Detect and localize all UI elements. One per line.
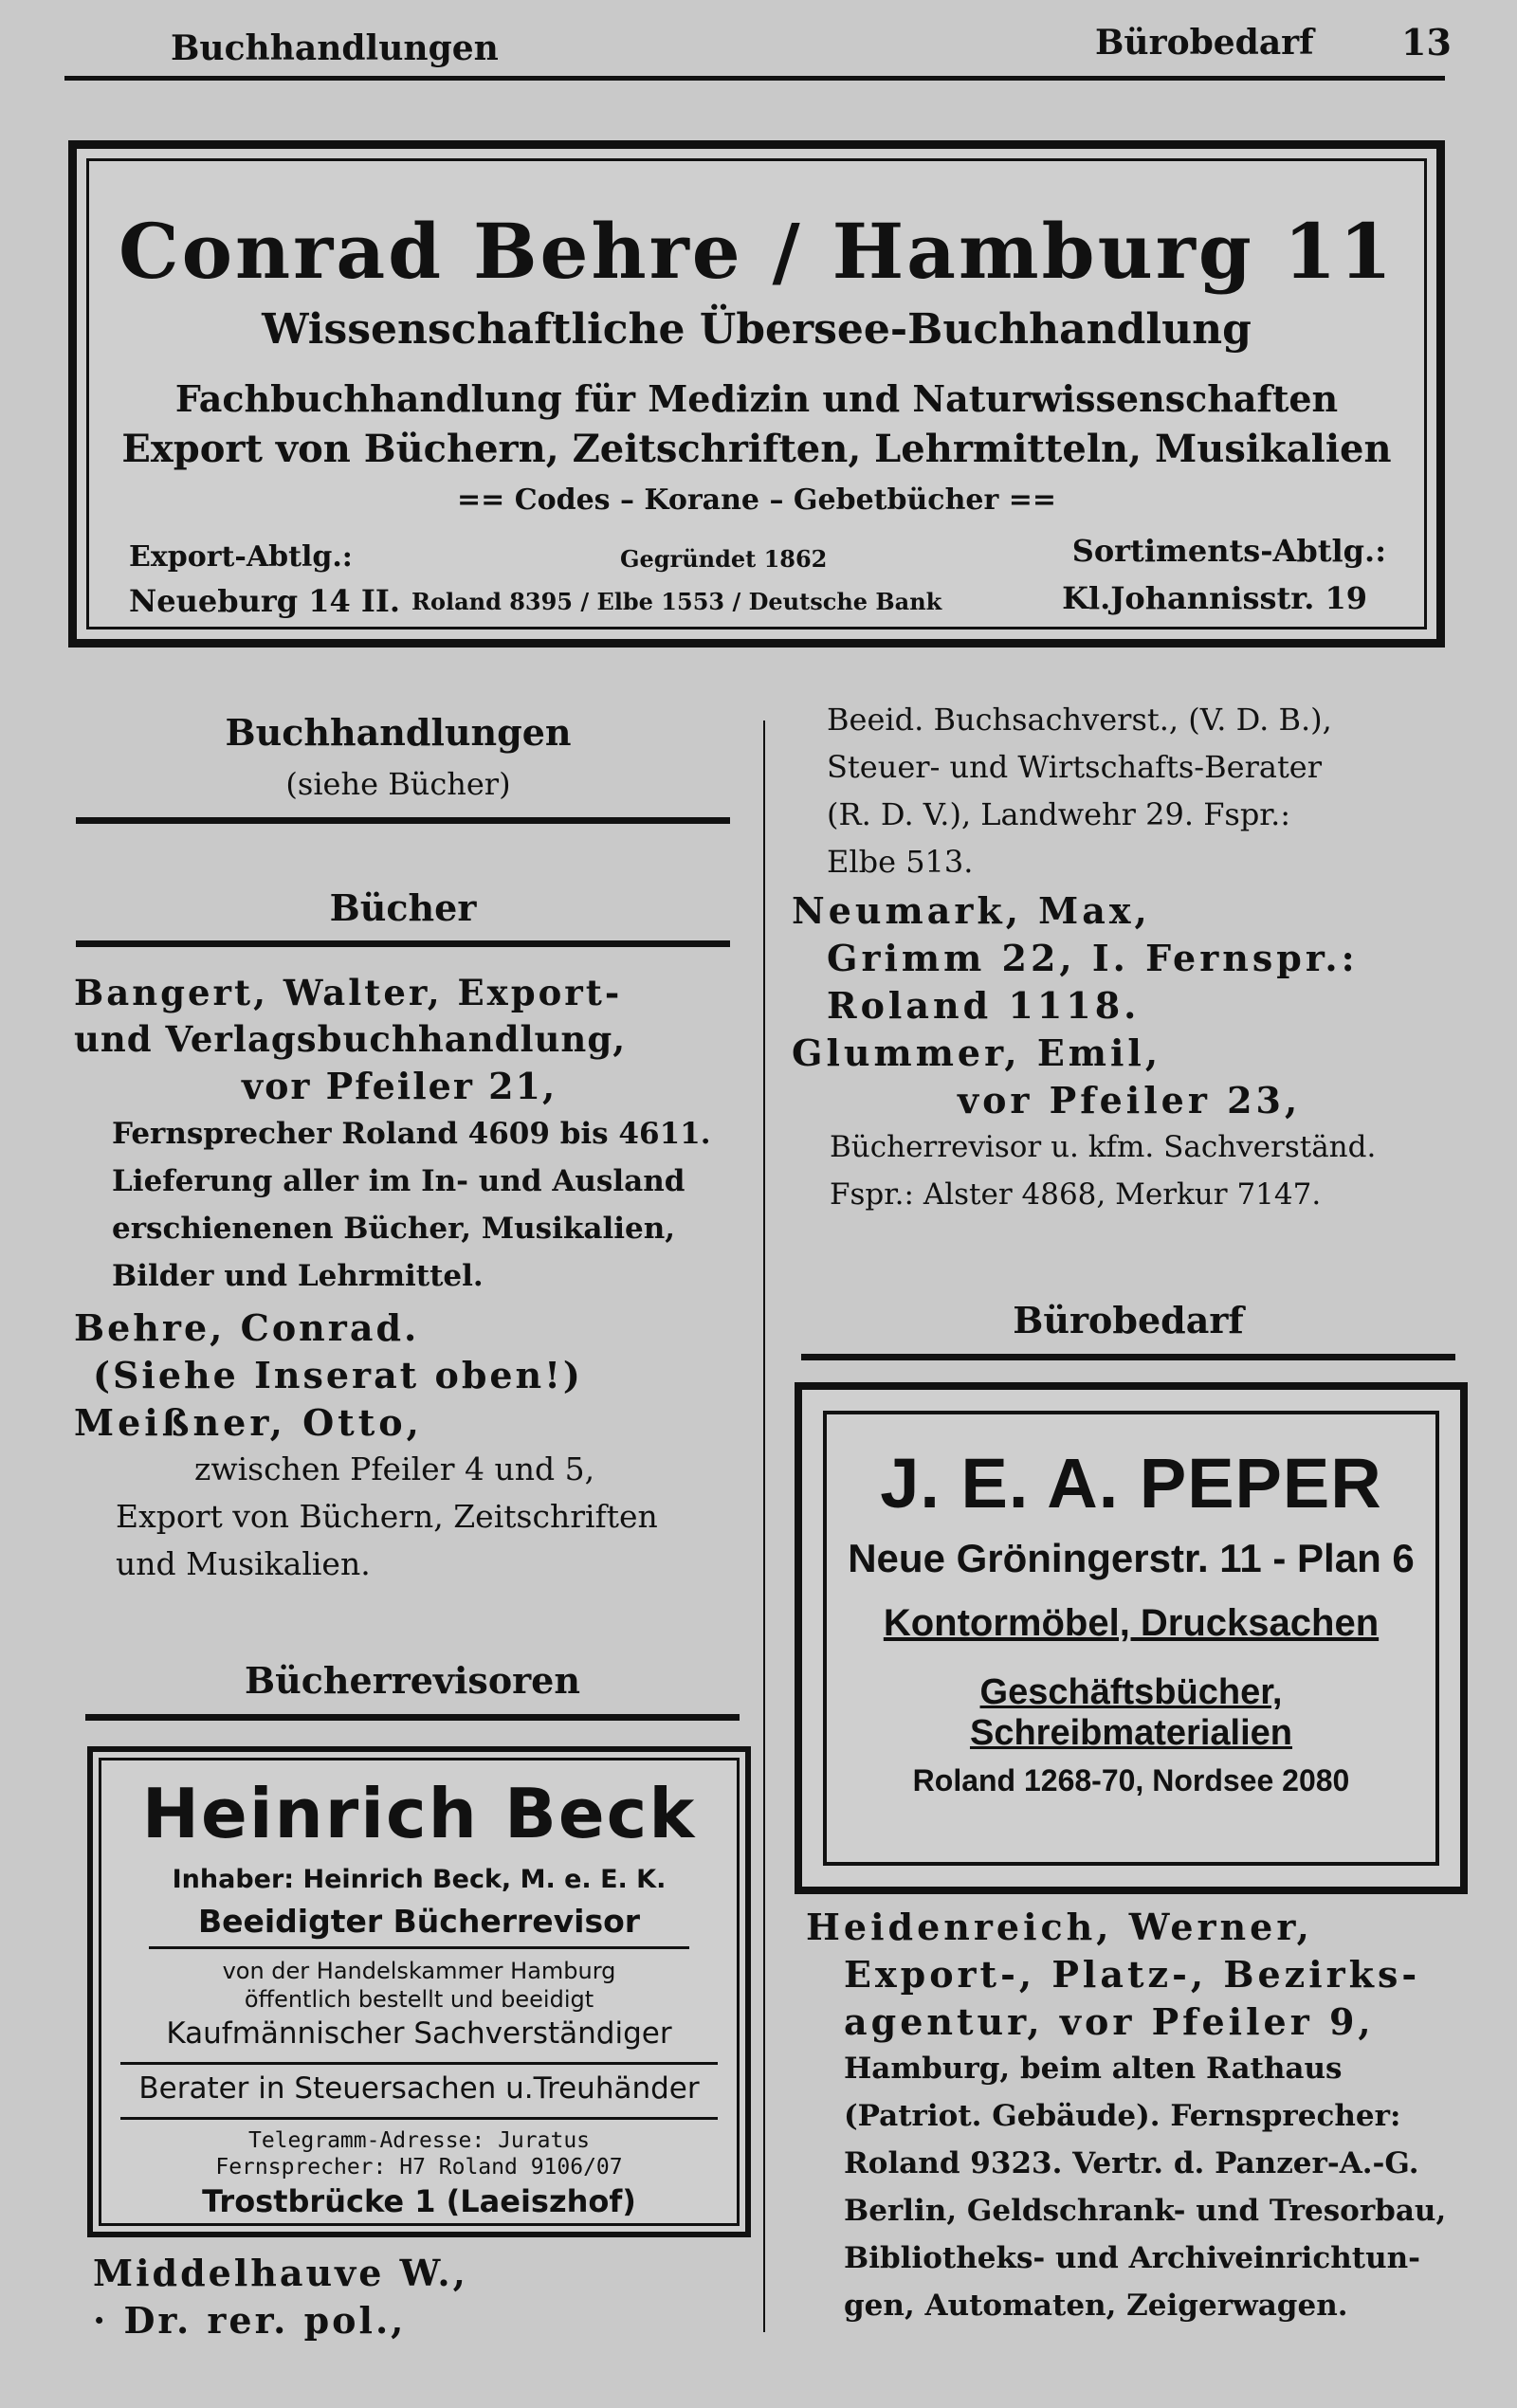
running-header-left: Buchhandlungen [171,28,499,68]
behre-ad-inner-border [86,158,1427,629]
beck-ad-divider-3 [120,2117,718,2120]
entry-meissner-line-4: und Musikalien. [116,1545,371,1582]
behre-ad-phones: Roland 8395 / Elbe 1553 / Deutsche Bank [411,588,942,615]
page-number: 13 [1401,21,1452,64]
running-header-right: Bürobedarf [1095,23,1314,63]
beck-advertisement [87,1746,751,2237]
entry-beeid-line-4: Elbe 513. [827,844,974,880]
entry-beeid-line-1: Beeid. Buchsachverst., (V. D. B.), [827,702,1332,738]
behre-ad-title: Conrad Behre / Hamburg 11 [118,207,1396,296]
behre-ad-left-label: Export-Abtlg.: [129,540,353,574]
section-note-siehe-buecher: (siehe Bücher) [285,766,511,802]
peper-ad-line-2: Geschäftsbücher, Schreibmaterialien [969,1672,1293,1753]
entry-meissner-line-1: Meißner, Otto, [74,1401,423,1444]
beck-ad-line-5: Telegramm-Adresse: Juratus [247,2128,591,2153]
beck-ad-line-1: von der Handelskammer Hamburg [222,1958,616,1984]
entry-glummer-line-1: Glummer, Emil, [792,1031,1162,1074]
entry-bangert-line-4: Fernsprecher Roland 4609 bis 4611. [112,1117,711,1151]
entry-middelhauve-line-1: Middelhauve W., [93,2252,468,2294]
beck-ad-inner-border [99,1758,740,2226]
entry-glummer-line-3: Bücherrevisor u. kfm. Sachverständ. [830,1130,1377,1164]
peper-advertisement [795,1382,1468,1894]
entry-bangert-line-7: Bilder und Lehrmittel. [112,1259,484,1293]
entry-heidenreich-line-9: gen, Automaten, Zeigerwagen. [844,2289,1348,2323]
entry-bangert-line-6: erschienenen Bücher, Musikalien, [112,1212,676,1246]
beck-ad-line-4: Berater in Steuersachen u.Treuhänder [138,2071,700,2106]
beck-ad-name: Heinrich Beck [141,1774,697,1853]
peper-ad-line-1: Kontormöbel, Drucksachen [883,1602,1380,1644]
behre-ad-line-2: Export von Büchern, Zeitschriften, Lehrmitteln, Musikalien [121,427,1392,471]
section-rule-buchhandlungen [76,817,730,824]
section-rule-buecher [76,940,730,947]
peper-ad-phones: Roland 1268-70, Nordsee 2080 [912,1763,1350,1797]
entry-heidenreich-line-6: Roland 9323. Vertr. d. Panzer-A.-G. [844,2146,1419,2180]
section-heading-buecherrevisoren: Bücherrevisoren [245,1659,580,1702]
behre-ad-right-address: Kl.Johannisstr. 19 [1062,580,1367,616]
entry-heidenreich-line-1: Heidenreich, Werner, [806,1906,1313,1948]
entry-middelhauve-line-2: · Dr. rer. pol., [93,2299,407,2342]
section-rule-buerobedarf [801,1354,1455,1360]
peper-ad-inner-border [823,1411,1439,1866]
section-heading-buerobedarf: Bürobedarf [1013,1299,1244,1341]
beck-ad-line-2: öffentlich bestellt und beeidigt [244,1986,594,2013]
beck-ad-line-6: Fernsprecher: H7 Roland 9106/07 [215,2155,623,2180]
behre-ad-right-label: Sortiments-Abtlg.: [1071,533,1386,569]
column-divider [763,721,765,2332]
entry-beeid-line-2: Steuer- und Wirtschafts-Berater [827,749,1323,785]
entry-glummer-line-4: Fspr.: Alster 4868, Merkur 7147. [830,1177,1322,1212]
entry-heidenreich-line-5: (Patriot. Gebäude). Fernsprecher: [844,2099,1401,2133]
entry-neumark-line-3: Roland 1118. [827,984,1141,1027]
behre-ad-line-1: Fachbuchhandlung für Medizin und Naturwissenschaften [174,377,1339,420]
entry-heidenreich-line-3: agentur, vor Pfeiler 9, [844,2000,1375,2043]
behre-ad-subtitle: Wissenschaftliche Übersee-Buchhandlung [262,305,1252,354]
peper-ad-name: J. E. A. PEPER [880,1444,1382,1523]
entry-neumark-line-2: Grimm 22, I. Fernspr.: [827,937,1359,979]
entry-heidenreich-line-2: Export-, Platz-, Bezirks- [844,1953,1421,1996]
peper-ad-address: Neue Gröningerstr. 11 - Plan 6 [848,1536,1415,1580]
entry-glummer-line-2: vor Pfeiler 23, [958,1079,1302,1122]
entry-meissner-line-2: zwischen Pfeiler 4 und 5, [194,1450,595,1487]
beck-ad-line-7: Trostbrücke 1 (Laeiszhof) [202,2183,636,2219]
entry-heidenreich-line-4: Hamburg, beim alten Rathaus [844,2052,1343,2086]
entry-heidenreich-line-7: Berlin, Geldschrank- und Tresorbau, [844,2194,1447,2228]
behre-ad-line-3: == Codes – Korane – Gebetbücher == [456,483,1056,517]
entry-neumark-line-1: Neumark, Max, [792,889,1151,932]
entry-bangert-line-1: Bangert, Walter, Export- [74,972,623,1013]
entry-heidenreich-line-8: Bibliotheks- und Archiveinrichtun- [844,2241,1421,2275]
entry-behre-line-2: (Siehe Inserat oben!) [93,1354,583,1396]
entry-bangert-line-3: vor Pfeiler 21, [242,1065,557,1107]
entry-bangert-line-5: Lieferung aller im In- und Ausland [112,1164,685,1198]
behre-ad-left-address: Neueburg 14 II. [129,583,400,619]
beck-ad-owner: Inhaber: Heinrich Beck, M. e. E. K. [172,1865,667,1894]
entry-behre-line-1: Behre, Conrad. [74,1306,420,1349]
entry-meissner-line-3: Export von Büchern, Zeitschriften [116,1498,658,1535]
beck-ad-divider-1 [149,1946,689,1949]
beck-ad-divider-2 [120,2062,718,2065]
entry-beeid-line-3: (R. D. V.), Landwehr 29. Fspr.: [827,796,1291,832]
header-rule [64,76,1445,81]
behre-advertisement [68,140,1445,648]
entry-bangert-line-2: und Verlagsbuchhandlung, [74,1018,627,1060]
section-heading-buchhandlungen: Buchhandlungen [225,711,572,754]
behre-ad-founded: Gegründet 1862 [620,545,828,573]
section-rule-buecherrevisoren [85,1714,740,1721]
beck-ad-title: Beeidigter Bücherrevisor [197,1903,641,1940]
section-heading-buecher: Bücher [329,886,477,929]
beck-ad-line-3: Kaufmännischer Sachverständiger [166,2016,672,2051]
